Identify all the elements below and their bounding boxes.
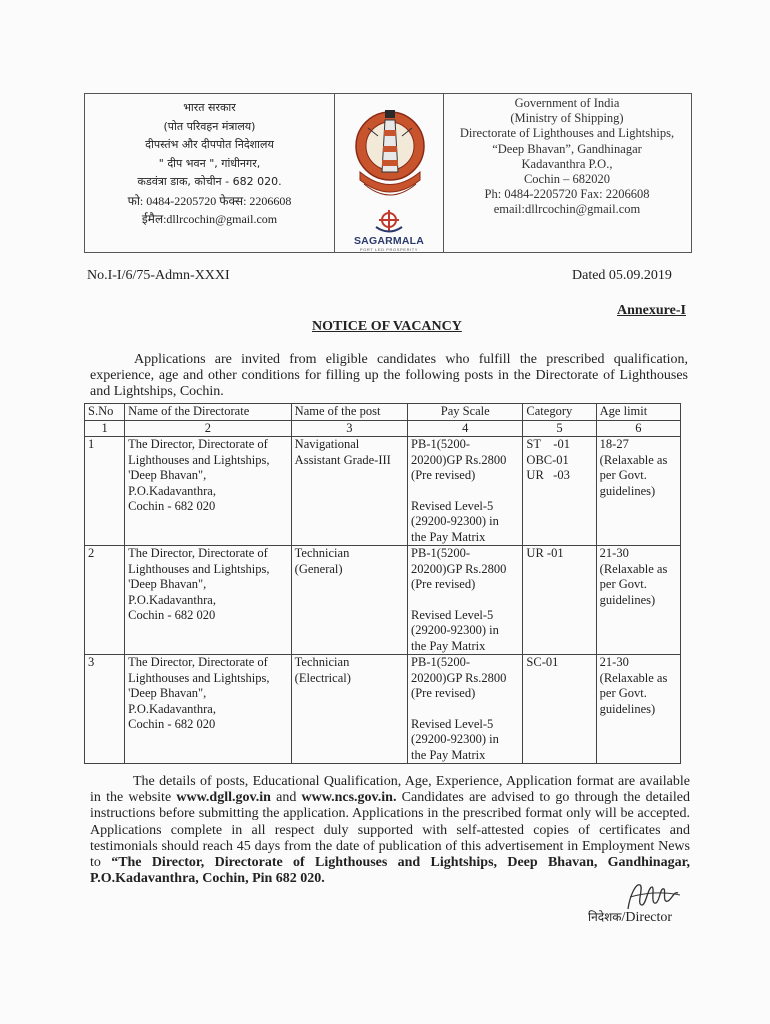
cell-category-line: UR -01	[526, 546, 564, 560]
header-post: Name of the post	[291, 404, 407, 421]
cell-age-limit-line: 21-30	[599, 655, 629, 669]
pay-scale-gap	[411, 702, 519, 717]
cell-post-line: Navigational	[294, 437, 360, 451]
cell-age-limit-line: per Govt.	[599, 686, 647, 700]
header-category: Category	[523, 404, 596, 421]
cell-sno-line: 1	[88, 437, 95, 451]
cell-pay-scale-line: Revised Level-5	[411, 716, 494, 731]
cell-category	[523, 655, 596, 764]
date: Dated 05.09.2019	[572, 268, 672, 283]
cell-age-limit-line: 21-30	[599, 546, 629, 560]
cell-pay-scale-line: (29200-92300) in	[411, 514, 499, 528]
cell-directorate-line: Lighthouses and Lightships,	[128, 561, 270, 576]
cell-pay-scale-line: Revised Level-5	[411, 498, 494, 513]
header-directorate: Name of the Directorate	[125, 404, 292, 421]
cell-directorate-line: The Director, Directorate of	[128, 546, 268, 560]
cell-pay-scale-line: the Pay Matrix	[411, 529, 486, 544]
cell-directorate-line: Lighthouses and Lightships,	[128, 452, 270, 467]
cell-directorate	[125, 655, 292, 764]
reference-number: No.I-I/6/75-Admn-XXXI	[87, 268, 230, 283]
pay-scale-gap	[411, 593, 519, 608]
table-row	[85, 655, 681, 764]
hindi-line: कडवंत्रा डाक, कोचीन - 682 020.	[137, 175, 282, 188]
english-line: (Ministry of Shipping)	[510, 111, 624, 126]
letterhead-hindi	[85, 99, 334, 229]
signatory	[588, 908, 672, 926]
signatory-hindi: निदेशक	[588, 910, 622, 924]
cell-pay-scale-line: (Pre revised)	[411, 686, 476, 700]
website-link-dgll[interactable]: www.dgll.gov.in	[176, 790, 271, 806]
cell-category-line: SC-01	[526, 655, 559, 669]
details-text: and	[270, 790, 302, 806]
letterhead	[84, 93, 692, 253]
cell-directorate-line: 'Deep Bhavan",	[128, 577, 207, 591]
col-number: 3	[291, 420, 407, 437]
cell-pay-scale-line: 20200)GP Rs.2800	[411, 452, 507, 467]
vacancy-table	[84, 403, 681, 764]
cell-category-line: ST -01	[526, 437, 570, 451]
notice-title: NOTICE OF VACANCY	[312, 319, 462, 334]
sagarmala-logo	[344, 211, 434, 251]
details-text: Candidates are advised to go through the detailed instructions before submitting the application. Applications in the prescribed format only will be accepted. Applications complete in all respect duly supported with self-attested copies of certificates and testimonials should reach 45 days from the date of publication of this advertisement in Employment News to	[90, 790, 690, 871]
hindi-line: (पोत परिवहन मंत्रालय)	[163, 119, 256, 133]
cell-directorate-line: The Director, Directorate of	[128, 655, 268, 669]
signatory-english: /Director	[621, 910, 673, 925]
cell-directorate-line: P.O.Kadavanthra,	[128, 592, 216, 607]
cell-directorate	[125, 546, 292, 655]
cell-directorate-line: 'Deep Bhavan",	[128, 686, 207, 700]
cell-pay-scale-line: (29200-92300) in	[411, 623, 499, 637]
col-number: 5	[523, 420, 596, 437]
cell-directorate	[125, 437, 292, 546]
cell-post-line: (General)	[294, 561, 343, 576]
hindi-email: ईमैल:dllrcochin@gmail.com	[141, 212, 278, 226]
lighthouse-emblem-icon	[350, 102, 430, 212]
postal-address: “The Director, Directorate of Lighthouses and Lightships, Deep Bhavan, Gandhinagar, P.O.Kadavanthra, Cochin, Pin 682 020.	[90, 855, 691, 887]
annexure-label: Annexure-I	[617, 303, 686, 318]
english-line: Ph: 0484-2205720 Fax: 2206608	[484, 187, 650, 202]
cell-age-limit-line: (Relaxable as	[599, 670, 668, 685]
english-line: “Deep Bhavan”, Gandhinagar	[492, 141, 642, 156]
website-link-ncs[interactable]: www.ncs.gov.in.	[301, 790, 397, 806]
cell-directorate-line: Cochin - 682 020	[128, 608, 216, 622]
cell-category	[523, 546, 596, 655]
english-line: Cochin – 682020	[523, 172, 611, 187]
cell-post-line: Assistant Grade-III	[294, 452, 391, 467]
letterhead-divider-left	[334, 94, 335, 252]
anchor-wheel-icon	[372, 209, 406, 235]
cell-sno-line: 3	[88, 655, 95, 669]
table-row	[85, 546, 681, 655]
cell-pay-scale-line: PB-1(5200-	[411, 655, 471, 669]
col-number: 1	[85, 420, 125, 437]
cell-directorate-line: P.O.Kadavanthra,	[128, 483, 216, 498]
sagarmala-tagline: PORT LED PROSPERITY	[359, 247, 419, 252]
cell-directorate-line: The Director, Directorate of	[128, 437, 268, 451]
table-header-row	[85, 404, 681, 421]
hindi-line: दीपस्तंभ और दीपपोत निदेशालय	[145, 138, 274, 151]
hindi-phone: फो: 0484-2205720 फेक्स: 2206608	[127, 193, 292, 208]
cell-category-line: UR -03	[526, 468, 570, 482]
cell-age-limit	[596, 655, 680, 764]
cell-sno	[85, 655, 125, 764]
cell-category-line: OBC-01	[526, 452, 569, 467]
intro-paragraph: Applications are invited from eligible candidates who fulfill the prescribed qualification, experience, age and other conditions for filling up the following posts in the Directorate of Lighthouses and Lightships, Cochin.	[90, 352, 688, 400]
cell-sno	[85, 546, 125, 655]
cell-pay-scale-line: Revised Level-5	[411, 607, 494, 622]
cell-pay-scale	[408, 655, 523, 764]
column-number-row	[85, 420, 681, 437]
cell-category	[523, 437, 596, 546]
cell-age-limit-line: (Relaxable as	[599, 561, 668, 576]
english-line: email:dllrcochin@gmail.com	[493, 202, 641, 217]
english-line: Directorate of Lighthouses and Lightships,	[459, 126, 675, 141]
cell-post	[291, 655, 407, 764]
col-number: 6	[596, 420, 680, 437]
cell-pay-scale-line: 20200)GP Rs.2800	[411, 670, 507, 685]
english-line: Kadavanthra P.O.,	[521, 156, 613, 171]
cell-pay-scale-line: (Pre revised)	[411, 577, 476, 591]
header-age-limit: Age limit	[596, 404, 680, 421]
cell-age-limit-line: (Relaxable as	[599, 452, 668, 467]
cell-post	[291, 546, 407, 655]
cell-directorate-line: Lighthouses and Lightships,	[128, 670, 270, 685]
cell-pay-scale-line: (29200-92300) in	[411, 732, 499, 746]
letterhead-english	[443, 96, 691, 218]
col-number: 4	[408, 420, 523, 437]
cell-age-limit-line: 18-27	[599, 437, 629, 451]
header-sno: S.No	[85, 404, 125, 421]
cell-sno	[85, 437, 125, 546]
pay-scale-gap	[411, 484, 519, 499]
cell-age-limit-line: guidelines)	[599, 592, 656, 607]
cell-pay-scale-line: (Pre revised)	[411, 468, 476, 482]
cell-age-limit	[596, 546, 680, 655]
cell-age-limit-line: per Govt.	[599, 468, 647, 482]
cell-age-limit-line: guidelines)	[599, 483, 656, 498]
cell-directorate-line: Cochin - 682 020	[128, 499, 216, 513]
hindi-line: भारत सरकार	[183, 101, 236, 114]
header-pay-scale: Pay Scale	[408, 404, 523, 421]
cell-post-line: Technician	[294, 546, 350, 560]
cell-pay-scale-line: PB-1(5200-	[411, 546, 471, 560]
cell-pay-scale	[408, 546, 523, 655]
cell-age-limit-line: guidelines)	[599, 701, 656, 716]
cell-age-limit	[596, 437, 680, 546]
sagarmala-wordmark: SAGARMALA	[353, 235, 425, 247]
english-line: Government of India	[514, 96, 620, 110]
table-row	[85, 437, 681, 546]
cell-pay-scale-line: 20200)GP Rs.2800	[411, 561, 507, 576]
cell-age-limit-line: per Govt.	[599, 577, 647, 591]
cell-directorate-line: 'Deep Bhavan",	[128, 468, 207, 482]
cell-pay-scale-line: PB-1(5200-	[411, 437, 471, 451]
cell-post-line: (Electrical)	[294, 670, 351, 685]
hindi-line: " दीप भवन ", गांधीनगर,	[158, 156, 261, 170]
col-number: 2	[125, 420, 292, 437]
cell-directorate-line: Cochin - 682 020	[128, 717, 216, 731]
cell-pay-scale-line: the Pay Matrix	[411, 747, 486, 762]
cell-directorate-line: P.O.Kadavanthra,	[128, 701, 216, 716]
cell-post-line: Technician	[294, 655, 350, 669]
cell-sno-line: 2	[88, 546, 95, 560]
cell-pay-scale-line: the Pay Matrix	[411, 638, 486, 653]
details-paragraph	[90, 774, 690, 887]
cell-pay-scale	[408, 437, 523, 546]
details-text: The details of posts, Educational Qualification, Age, Experience, Application format are available in the website	[90, 774, 690, 806]
cell-post	[291, 437, 407, 546]
